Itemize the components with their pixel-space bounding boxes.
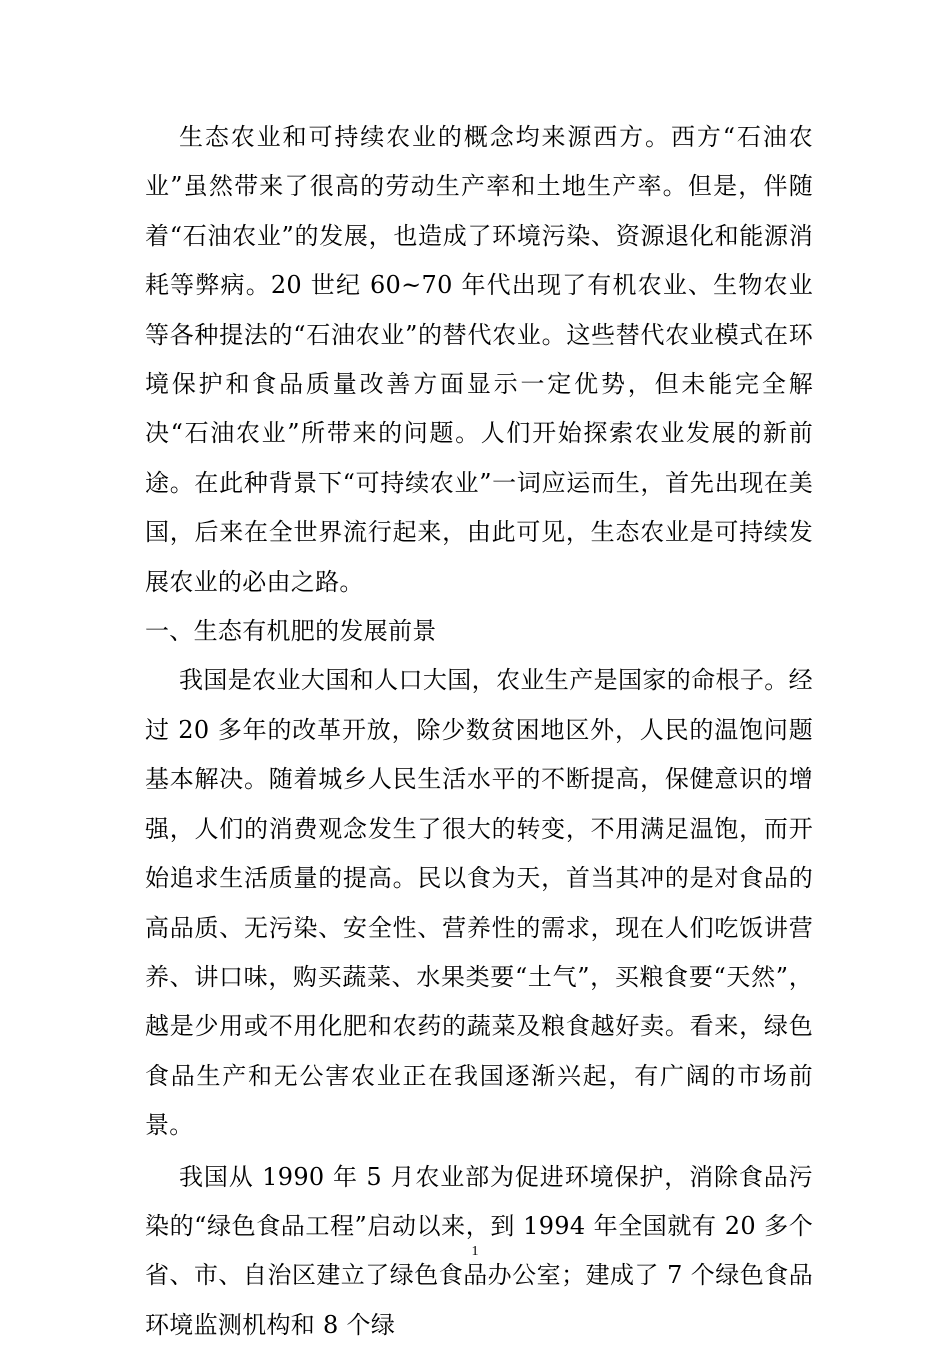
document-body — [145, 113, 813, 1350]
section-paragraph-market-prospects: 我国是农业大国和人口大国，农业生产是国家的命根子。经过 20 多年的改革开放，除少数贫困地区外，人民的温饱问题基本解决。随着城乡人民生活水平的不断提高，保健意识的增强，人们的消费观念发生了很大的转变，不用满足温饱，而开始追求生活质量的提高。民以食为天，首当其冲的是对食品的高品质、无污染、安全性、营养性的需求，现在人们吃饭讲营养、讲口味，购买蔬菜、水果类要“土气”，买粮食要“天然”，越是少用或不用化肥和农药的蔬菜及粮食越好卖。看来，绿色食品生产和无公害农业正在我国逐渐兴起，有广阔的市场前景。 — [145, 666, 813, 1140]
intro-paragraph: 生态农业和可持续农业的概念均来源西方。西方“石油农业”虽然带来了很高的劳动生产率和土地生产率。但是，伴随着“石油农业”的发展，也造成了环境污染、资源退化和能源消耗等弊病。20 世纪 60~70 年代出现了有机农业、生物农业等各种提法的“石油农业”的替代农业。这些替代农业模式在环境保护和食品质量改善方面显示一定优势，但未能完全解决“石油农业”所带来的问题。人们开始探索农业发展的新前途。在此种背景下“可持续农业”一词应运而生，首先出现在美国，后来在全世界流行起来，由此可见，生态农业是可持续发展农业的必由之路。 — [145, 123, 813, 596]
section-heading-organic-fertilizer-prospects: 一、生态有机肥的发展前景 — [145, 617, 437, 646]
section-paragraph-green-food-program: 我国从 1990 年 5 月农业部为促进环境保护，消除食品污染的“绿色食品工程”启动以来，到 1994 年全国就有 20 多个省、市、自治区建立了绿色食品办公室；建成了 7 个绿色食品环境监测机构和 8 个绿 — [145, 1162, 813, 1339]
page-number: 1 — [471, 1244, 479, 1259]
